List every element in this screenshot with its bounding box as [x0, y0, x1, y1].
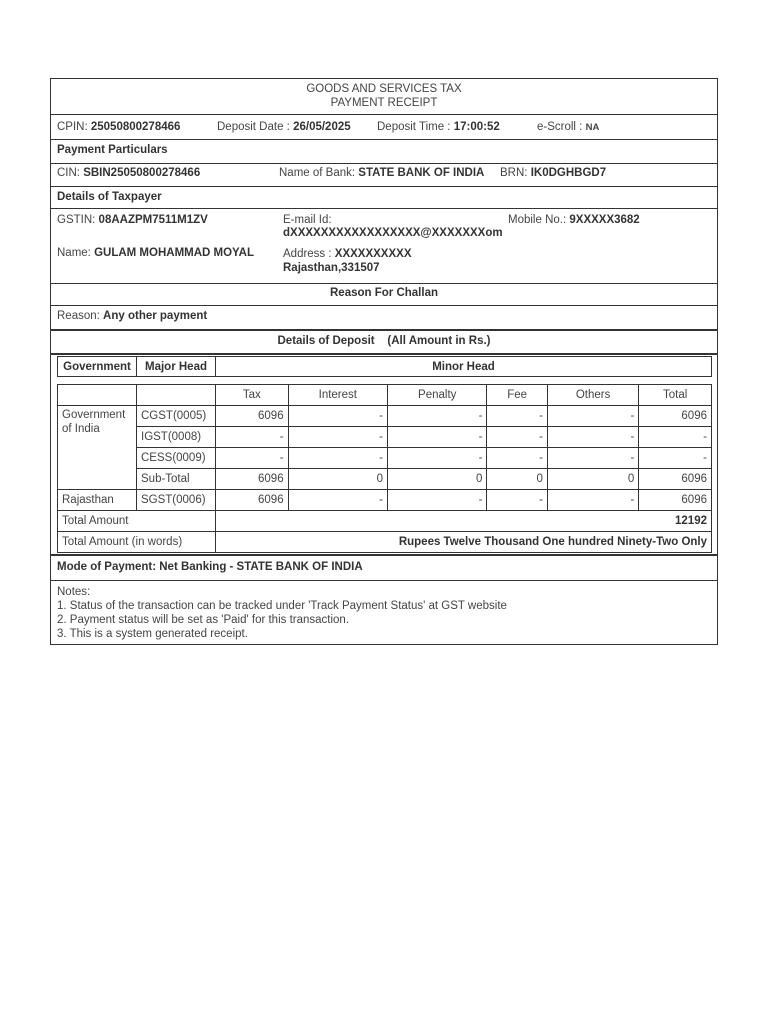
notes	[57, 585, 507, 641]
major-head-cell: Sub-Total	[137, 469, 216, 490]
divider	[51, 139, 717, 140]
title-line2: PAYMENT RECEIPT	[330, 97, 438, 109]
deposit-heading-label: Details of Deposit	[277, 335, 375, 347]
divider	[51, 208, 717, 209]
email	[283, 214, 503, 240]
table-cell: -	[487, 490, 548, 511]
table-cell: 0	[487, 469, 548, 490]
divider	[51, 329, 717, 331]
divider	[51, 163, 717, 164]
reason-label: Reason:	[57, 310, 100, 322]
payment-particulars-heading: Payment Particulars	[57, 144, 168, 156]
gov-india-cell: Government of India	[58, 406, 137, 490]
table-cell: -	[388, 406, 487, 427]
table-cell: 6096	[216, 406, 289, 427]
column-header: Others	[547, 385, 638, 406]
table-cell: -	[388, 448, 487, 469]
deposit-heading	[51, 335, 717, 347]
deposit-note: (All Amount in Rs.)	[387, 335, 491, 347]
table-row	[58, 448, 712, 469]
table-cell: -	[547, 490, 638, 511]
bank-value: STATE BANK OF INDIA	[358, 167, 485, 179]
table-row	[58, 427, 712, 448]
escroll-value: NA	[585, 122, 600, 133]
brn-label: BRN:	[500, 167, 528, 179]
table-cell: -	[288, 448, 387, 469]
table-cell: 0	[547, 469, 638, 490]
table-cell: 6096	[639, 469, 712, 490]
taxpayer-name	[57, 247, 254, 259]
divider	[51, 186, 717, 187]
payment-receipt	[50, 78, 718, 645]
table-cell: -	[487, 406, 548, 427]
receipt-title	[51, 82, 717, 110]
address	[283, 247, 412, 275]
mobile-value: 9XXXXX3682	[569, 214, 640, 226]
total-words-row	[58, 532, 712, 553]
mobile	[508, 214, 640, 226]
table-cell: -	[547, 427, 638, 448]
cin-value: SBIN25050800278466	[83, 167, 201, 179]
divider	[51, 554, 717, 556]
gstin-label: GSTIN:	[57, 214, 96, 226]
note-item: 3. This is a system generated receipt.	[57, 628, 248, 640]
column-header: Total	[639, 385, 712, 406]
gstin	[57, 214, 208, 226]
col-minor-head: Minor Head	[216, 357, 712, 377]
column-header: Tax	[216, 385, 289, 406]
blank-cell	[58, 385, 137, 406]
cpin-label: CPIN:	[57, 121, 88, 133]
address-line2: Rajasthan,331507	[283, 262, 380, 274]
column-header: Penalty	[388, 385, 487, 406]
table-cell: -	[388, 427, 487, 448]
total-value: 12192	[216, 511, 712, 532]
table-cell: -	[388, 490, 487, 511]
divider	[51, 114, 717, 115]
total-words-value: Rupees Twelve Thousand One hundred Ninety-Two Only	[216, 532, 712, 553]
table-cell: 0	[388, 469, 487, 490]
deposit-date-label: Deposit Date :	[217, 121, 290, 133]
column-header: Fee	[487, 385, 548, 406]
table-cell: -	[216, 427, 289, 448]
table-row	[58, 406, 712, 427]
note-item: 2. Payment status will be set as 'Paid' for this transaction.	[57, 614, 350, 626]
deposit-header-table	[57, 356, 712, 377]
table-cell: 0	[288, 469, 387, 490]
gstin-value: 08AAZPM7511M1ZV	[98, 214, 208, 226]
divider	[51, 580, 717, 581]
table-row	[58, 490, 712, 511]
brn	[500, 167, 606, 179]
cin	[57, 167, 200, 179]
address-line1: XXXXXXXXXX	[334, 248, 412, 260]
name-value: GULAM MOHAMMAD MOYAL	[94, 247, 254, 259]
escroll	[537, 121, 599, 133]
mobile-label: Mobile No.:	[508, 214, 567, 226]
taxpayer-heading: Details of Taxpayer	[57, 191, 162, 203]
address-label: Address :	[283, 248, 332, 260]
table-cell: -	[639, 448, 712, 469]
major-head-cell: SGST(0006)	[137, 490, 216, 511]
email-value: dXXXXXXXXXXXXXXXXX@XXXXXXXom	[283, 227, 503, 239]
blank-cell	[137, 385, 216, 406]
table-cell: -	[216, 448, 289, 469]
table-header-row	[58, 385, 712, 406]
deposit-date-value: 26/05/2025	[293, 121, 351, 133]
cpin	[57, 121, 180, 133]
deposit-table	[57, 384, 712, 553]
table-cell: -	[639, 427, 712, 448]
table-cell: -	[288, 406, 387, 427]
divider	[51, 305, 717, 306]
major-head-cell: CESS(0009)	[137, 448, 216, 469]
notes-heading: Notes:	[57, 586, 91, 598]
table-cell: 6096	[639, 490, 712, 511]
title-line1: GOODS AND SERVICES TAX	[306, 83, 462, 95]
deposit-date	[217, 121, 351, 133]
cin-label: CIN:	[57, 167, 80, 179]
escroll-label: e-Scroll :	[537, 121, 583, 133]
table-cell: -	[487, 448, 548, 469]
name-label: Name:	[57, 247, 91, 259]
deposit-time	[377, 121, 500, 133]
major-head-cell: IGST(0008)	[137, 427, 216, 448]
mode-of-payment-label: Mode of Payment:	[57, 561, 157, 573]
mode-of-payment	[57, 561, 363, 573]
total-row	[58, 511, 712, 532]
email-label: E-mail Id:	[283, 214, 332, 226]
table-cell: 6096	[639, 406, 712, 427]
column-header: Interest	[288, 385, 387, 406]
divider	[51, 283, 717, 284]
deposit-time-label: Deposit Time :	[377, 121, 451, 133]
total-label: Total Amount	[58, 511, 216, 532]
divider	[51, 353, 717, 355]
cpin-value: 25050800278466	[90, 121, 181, 133]
note-item: 1. Status of the transaction can be tracked under 'Track Payment Status' at GST website	[57, 600, 507, 612]
table-cell: -	[288, 427, 387, 448]
total-words-label: Total Amount (in words)	[58, 532, 216, 553]
mode-of-payment-value: Net Banking - STATE BANK OF INDIA	[159, 561, 363, 573]
reason-heading: Reason For Challan	[330, 287, 438, 299]
bank-name	[279, 167, 484, 179]
major-head-cell: CGST(0005)	[137, 406, 216, 427]
table-cell: 6096	[216, 469, 289, 490]
state-cell: Rajasthan	[58, 490, 137, 511]
subtotal-row	[58, 469, 712, 490]
table-cell: -	[547, 406, 638, 427]
reason-value: Any other payment	[103, 310, 208, 322]
deposit-time-value: 17:00:52	[453, 121, 500, 133]
table-cell: -	[288, 490, 387, 511]
table-cell: -	[487, 427, 548, 448]
table-cell: -	[547, 448, 638, 469]
table-cell: 6096	[216, 490, 289, 511]
brn-value: IK0DGHBGD7	[530, 167, 607, 179]
reason	[57, 310, 207, 322]
bank-label: Name of Bank:	[279, 167, 356, 179]
col-government: Government	[58, 357, 137, 377]
col-major-head: Major Head	[137, 357, 216, 377]
